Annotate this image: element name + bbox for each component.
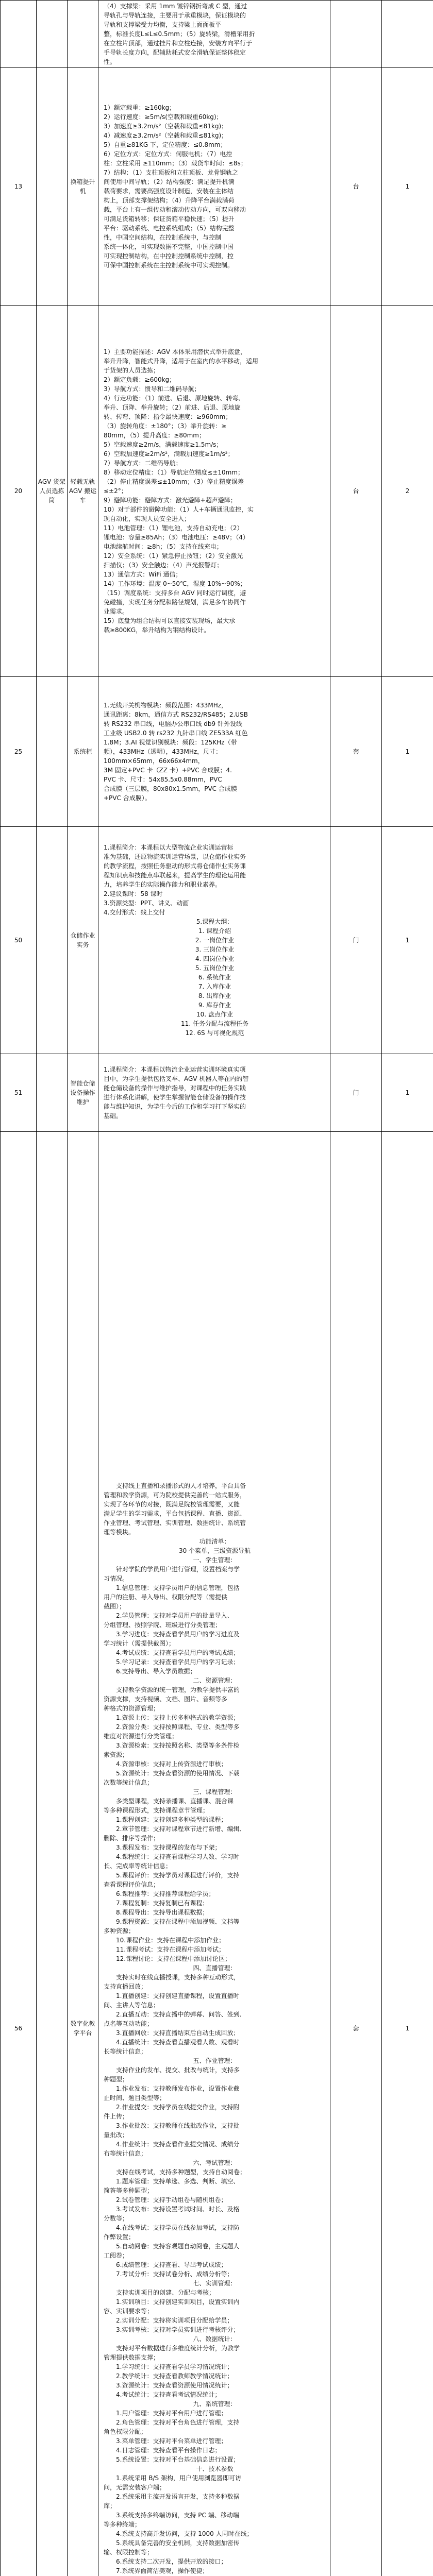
row-quantity: 2 bbox=[382, 306, 433, 677]
row-code bbox=[37, 677, 68, 827]
row-number: 51 bbox=[1, 1054, 37, 1132]
table-row bbox=[1, 1132, 433, 2576]
row-number: 13 bbox=[1, 68, 37, 306]
row-number: 56 bbox=[1, 1132, 37, 2576]
row-description: 1）额定载重：≥160kg； 2）运行速度：≥5m/s(空载和载重60kg)； 3）加速度≥3.2m/s²（空载和载重≤81kg)； 4）减速度≥3.2m/s²（空载和载重≤81kg)； 5）自重≥81KG 下，定位精度：≤0.8mm； 6）定位方式：定位方式：伺服电机；（7）电控 柱：立柱采用 ≥110mm；（3）载货车时间：≤8s； 7）结构：（1）支柱顶板和立柱顶板、龙骨钢轨之 间使用中间导轨；（2）结构强度：满足提升机满 载荷要求，需要高强度设计制造，安装在主体结 构上，顶部支撑架结构；（4）升降平台满载满荷 载，平台上有一组传动和滚动传动方向，可双向移动 可满足货箱转移；保证货箱平稳快速；（5）提升 平台：驱动系统、电控系统组成；（5）结构完整 性，中国空间结构，在控制系统中，与控制 系统一体化，可实现数据不完整，中国控制中国 可实现控制结构，在中控制控制系统中控制，控 可保中国控制系统在主控制系统中可实现控制。 bbox=[98, 68, 330, 306]
row-quantity: 1 bbox=[382, 1054, 433, 1132]
row-unit: 套 bbox=[330, 1132, 382, 2576]
row-number: 50 bbox=[1, 827, 37, 1054]
row-description: 支持线上直播和录播形式的人才培养，平台具备 管理和教学资源，可为院校提供完善的一站式服务， 实现了各环节的对接，既满足院校管理需要，又能 满足学生的学习需求，平台包括课程、直播、资源、 作业管理、考试管理、实训管理、数据统计、系统管 理等模块。 功能清单： 30 个菜单，三级资源导航 一、学生管理： 针对学院的学员用户进行管理，设置档案与学 习情况。 1.信息管理：支持学员用户的信息管理，包括 用户的注册、导入导出、权限分配等（需提供 截图）； 2.学员管理：支持对学员用户的批量导入、 分组管理、按照学院、班级进行分类管理； 3.学习进度：支持查看学员用户的学习进度及 学习统计（需提供截图）； 4.考试成绩：支持查看学员用户的考试成绩； 5.学习记录：支持查看学员用户的学习记录； 6.支持导出、导入学员数据； 二、资源管理： 支持教学资源的统一管理，为教学提供丰富的 资源支撑，支持视频、文档、图片、音频等多 种格式的资源管理； 1.资源上传：支持上传多种格式的教学资源； 2.资源分类：支持按照课程、专业、类型等多 维度对资源进行分类管理； 3.资源检索：支持按照名称、类型等多条件检 索资源； 4.资源审核：支持对上传资源进行审核； 5.资源统计：支持查看资源的使用情况、下载 次数等统计信息； 三、课程管理： 多类型课程，支持录播课、直播课、混合课 等多种课程形式，支持课程章节管理； 1.课程创建：支持创建多种类型的课程； 2.章节管理：支持对课程章节进行新增、编辑、 删除、排序等操作； 3.课程发布：支持课程的发布与下架； 4.课程统计：支持查看课程学习人数、学习时 长、完成率等统计信息； 5.课程评价：支持学员对课程进行评价，支持 查看课程评价信息； 6.课程推荐：支持推荐课程给学员； 7.课程复制：支持复制已有课程； 8.课程导出：支持导出课程数据； 9.课程资源：支持在课程中添加视频、文档等 多种资源； 10.课程作业：支持在课程中添加作业； 11.课程考试：支持在课程中添加考试； 12.课程讨论：支持在课程中添加讨论区； 四、直播管理： 支持实时在线直播授课，支持多种互动形式， 支持直播回放； 1.直播创建：支持创建直播课程，设置直播时 间、主讲人等信息； 2.直播互动：支持直播中的弹幕、问答、签到、 点名等互动功能； 3.直播回放：支持直播结束后自动生成回放； 4.直播统计：支持查看直播观看人数、观看时 长等统计信息； 五、作业管理： 支持作业的发布、提交、批改与统计，支持多 种题型； 1.作业发布：支持教师发布作业，设置作业截 止时间、题目类型等； 2.作业提交：支持学员在线提交作业，支持附 件上传； 3.作业批改：支持教师在线批改作业，支持批 量批改； 4.作业统计：支持查看作业提交情况、成绩分 布等统计信息； 六、考试管理： 支持在线考试，支持多种题型，支持自动阅卷； 1.题库管理：支持单选、多选、判断、填空、 简答等多种题型； 2.试卷管理：支持手动组卷与随机组卷； 3.考试发布：支持设置考试时间、时长、及格 分数等； 4.在线考试：支持学员在线参加考试，支持防 作弊设置； 5.自动阅卷：支持客观题自动阅卷，主观题人 工阅卷； 6.成绩管理：支持查看、导出考试成绩； 7.考试分析：支持试卷分析、成绩分析等； 七、实训管理： 支持实训项目的创建、分配与考核； 1.实训项目：支持创建实训项目，设置实训内 容、实训要求等； 2.实训分配：支持将实训项目分配给学员； 3.实训考核：支持对学员实训进行考核评分； 八、数据统计： 支持对平台数据进行多维度统计分析，为教学 管理提供数据支撑； 1.学习统计：支持查看学员学习情况统计； 2.教学统计：支持查看教师教学情况统计； 3.资源统计：支持查看资源使用情况统计； 4.考试统计：支持查看考试情况统计； 九、系统管理： 1.用户管理：支持对平台用户进行管理； 2.角色管理：支持对平台角色进行管理，支持 角色权限分配； 3.菜单管理：支持对平台菜单进行管理； 4.日志管理：支持查看平台操作日志； 5.系统设置：支持对平台基础信息进行设置； 十、技术参数 1.系统采用 B/S 架构，用户使用浏览器即可访 问，无需安装客户端； 2.系统采用主流开发语言开发，支持多种数据 库； 3.系统支持多终端访问，支持 PC 端、移动端 等多种终端； 4.系统支持高并发访问，支持 1000 人同时在线； 5.系统具备完善的安全机制，支持数据加密传 输、权限控制等； 6.系统支持二次开发，提供开放的接口； 7.系统界面简洁美观，操作便捷； bbox=[98, 1132, 330, 2576]
row-name: 仓储作业实务 bbox=[68, 827, 98, 1054]
row-quantity bbox=[382, 1, 433, 68]
row-unit: 门 bbox=[330, 1054, 382, 1132]
table-row bbox=[1, 1, 433, 68]
row-unit: 套 bbox=[330, 677, 382, 827]
row-name: 智能仓储设备操作维护 bbox=[68, 1054, 98, 1132]
row-unit bbox=[330, 1, 382, 68]
table-row bbox=[1, 68, 433, 306]
row-unit: 台 bbox=[330, 68, 382, 306]
row-quantity: 1 bbox=[382, 68, 433, 306]
row-number: 25 bbox=[1, 677, 37, 827]
row-name bbox=[68, 1, 98, 68]
row-code bbox=[37, 1132, 68, 2576]
row-quantity: 1 bbox=[382, 677, 433, 827]
table-row bbox=[1, 1054, 433, 1132]
row-name: 系统柜 bbox=[68, 677, 98, 827]
row-description: 1.课程简介：本课程以大型物流企业实训运营标 准为基础，还原物流实训运营场景，以仓储作业实务 的教学流程，按照任务驱动的形式将仓储作业实务课 程知识点和技能点串联起来，提高学生的理论运用能 力，培养学生的实际操作能力和职业素养。 2.建议课时：58 课时 3.资源类型：PPT、讲义、动画 4.交付形式：线上交付 5.课程大纲： 1. 课程介绍 2. 一岗位作业 3. 三岗位作业 4. 四岗位作业 5. 五岗位作业 6. 系统作业 7. 入库作业 8. 出库作业 9. 库存作业 10. 盘点作业 11. 任务分配与流程任务 12. 6S 与可视化规范 bbox=[98, 827, 330, 1054]
table-row bbox=[1, 677, 433, 827]
table-row bbox=[1, 306, 433, 677]
row-code bbox=[37, 68, 68, 306]
row-description: 1.课程简介：本课程以物流企业运营实训环境真实项 目中，为学生提供包括叉车、AGV 机器人等在内的智 能仓储设备的操作与维护指导，对课程中的任务实践 进行体系化讲解，使学生掌握智能仓储设备的操作技 能与维护知识，为学生今后的工作和学习打下坚实的 基础。 bbox=[98, 1054, 330, 1132]
row-code: AGV 货架人员选拣筒 bbox=[37, 306, 68, 677]
row-quantity: 1 bbox=[382, 1132, 433, 2576]
row-description: 1）主要功能描述：AGV 本体采用潜伏式举升底盘， 举升升降，智能式升降，适用于在室内的水平移动，适用 于货架的人员选拣； 2）额定负载：≥600kg； 3）导航方式：惯导和二维码导航； 4）行走功能：（1）前进、后退、原地旋转、转弯、 举升、顶降、举升旋转；（2）前进、后退、原地旋 转、转弯、顶降：指令最快速度：≥960mm； （3）旋转角度：±180°；（3）举升旋转：≥ 80mm，（5）提升高度：≥80mm； 5）空载速度≥2m/s，满载速度≥1.5m/s； 6）空载加速度≥2m/s²，满载加速度≥1m/s²； 7）导航方式：二维码导航； 8）移动定位精度：（1）导航定位精度≤±10mm； （2）停止精度误差≤±10mm；（3）停止精度误差 ≤±2°； 9）避障功能：避障方式：激光避障+超声避障； 10）对于部件的避障功能：（1）人+车辆通讯监控，实 现自动化，实现人员安全进入； 11）电池管理：（1）锂电池，支持自动充电；（2） 锂电池：容量≥85Ah；（3）电池电压：≥48V；（4） 电池续航时间：≥8h；（5）支持在线充电； 12）安全系统：（1）紧急停止按钮；（2）安全激光 扫描仪；（3）安全触边；（4）声光报警灯； 13）通信方式：WiFi 通信； 14）工作环境：温度 0~50℃，湿度 10%~90%； （15）调度系统：支持多台 AGV 同时运行调度，避 免碰撞，实现任务分配和路径规划，满足多车协同作 业需求。 15）底盘为组合结构可以直接安装现场，最大承 载≥800KG，举升结构为钢结构设计。 bbox=[98, 306, 330, 677]
row-name: 数字化教学平台 bbox=[68, 1132, 98, 2576]
row-unit: 门 bbox=[330, 827, 382, 1054]
row-name: 换箱提升机 bbox=[68, 68, 98, 306]
row-quantity: 1 bbox=[382, 827, 433, 1054]
row-code bbox=[37, 827, 68, 1054]
row-code bbox=[37, 1054, 68, 1132]
row-number: 20 bbox=[1, 306, 37, 677]
table-row bbox=[1, 827, 433, 1054]
row-description: 1.无线开关机物模块：频段范围：433MHz， 通讯距离：8km，通信方式 RS232/RS485；2.USB 转 RS232 串口线，电脑办公串口线 db9 针外设线 工业级 USB2.0 转 rs232 九针串口线 ZE533A 红色 1.8M；3.AI 视觉识别模块：频段：125KHz（带 频），433MHz（透明），433MHz，尺寸： 100mm×65mm，66x66x4mm， 3M 固定+PVC 卡（ZZ 卡）+PVC 合成膜；4. PVC 卡、尺寸：54x85.5x0.88mm，PVC 合成膜（三层膜，80x80x1.5mm，PVC 合成膜 +PVC 合成膜）。 bbox=[98, 677, 330, 827]
row-number bbox=[1, 1, 37, 68]
row-unit: 台 bbox=[330, 306, 382, 677]
row-name: 轻载无轨 AGV 搬运车 bbox=[68, 306, 98, 677]
row-code bbox=[37, 1, 68, 68]
row-description: （4）支撑梁：采用 1mm 镀锌钢折弯成 C 型，通过 导轨孔与导轨连接，主要用于承重模块，保证模块的 导轨和支撑梁受力均衡，支持梁上面面板平 整，标准长度L≤L≤0.5mm；（5）旋转梁，滑槽采用折 在立柱片顶部，通过挂片和立柱连接，安装方向平行于 手导轨长度方向，配辅助耗式安全滑轨保证整体稳定 性。 bbox=[98, 1, 330, 68]
